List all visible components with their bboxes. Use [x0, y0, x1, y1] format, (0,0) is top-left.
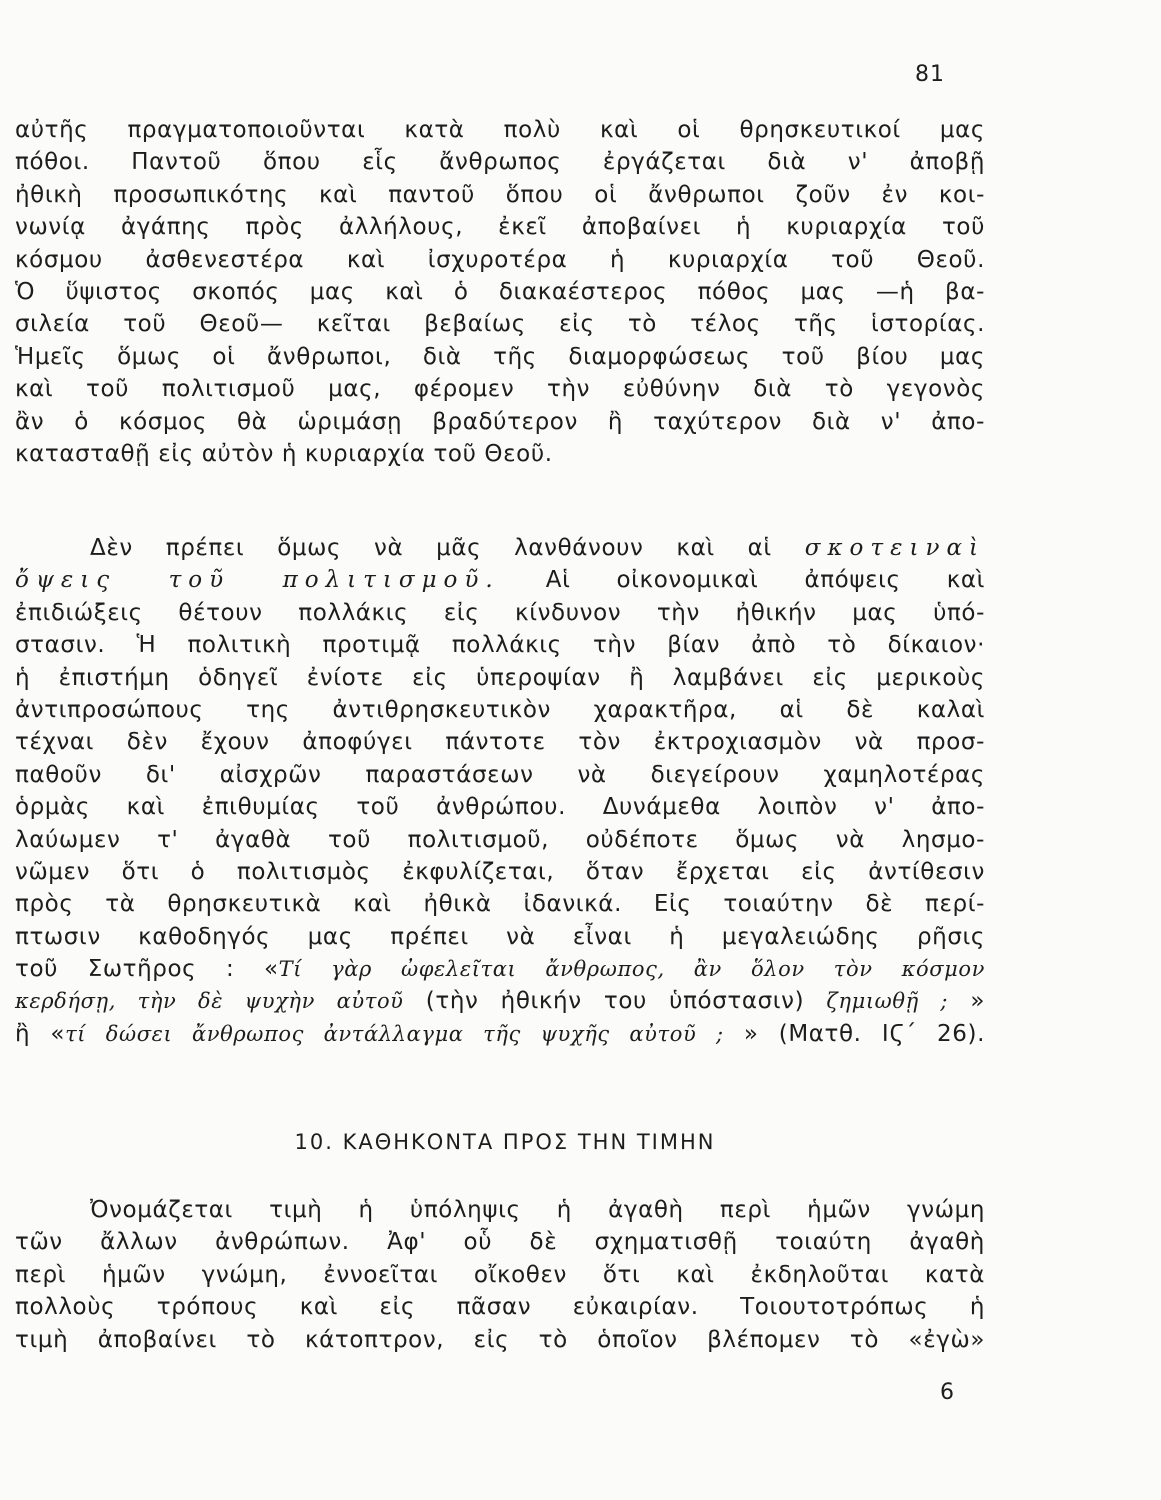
text-span: » (Ματθ. ΙϚ΄ 26).	[723, 1020, 985, 1047]
scripture-quote: ζημιωθῇ ;	[826, 989, 949, 1014]
text-span: »	[948, 988, 985, 1015]
text-line: τιμὴ ἀποβαίνει τὸ κάτοπτρον, εἰς τὸ ὁποῖον βλέπομεν τὸ «ἐγὼ»	[15, 1326, 985, 1353]
quote-line	[15, 985, 985, 1017]
paragraph-3	[15, 1194, 985, 1356]
text-span: Αἱ οἰκονομικαὶ ἀπόψεις καὶ	[545, 567, 985, 594]
scripture-quote: κερδήσῃ, τὴν δὲ ψυχὴν αὐτοῦ	[15, 989, 404, 1014]
text-line: πρὸς τὰ θρησκευτικὰ καὶ ἠθικὰ ἰδανικά. Εἰς τοιαύτην δὲ περί-	[15, 891, 985, 918]
text-line: αὐτῆς πραγματοποιοῦνται κατὰ πολὺ καὶ οἱ θρησκευτικοί μας	[15, 117, 985, 143]
page-number: 81	[915, 62, 945, 87]
text-line: ἀντιπροσώπους της ἀντιθρησκευτικὸν χαρακτῆρα, αἱ δὲ καλαὶ	[15, 696, 985, 723]
spaced-emphasis: ὄψεις τοῦ πολιτισμοῦ.	[15, 567, 500, 594]
text-line: κόσμου ἀσθενεστέρα καὶ ἰσχυροτέρα ἡ κυριαρχία τοῦ Θεοῦ.	[15, 246, 985, 273]
text-line: στασιν. Ἡ πολιτικὴ προτιμᾷ πολλάκις τὴν βίαν ἀπὸ τὸ δίκαιον·	[15, 632, 985, 659]
section-heading: 10. ΚΑΘΗΚΟΝΤΑ ΠΡΟΣ ΤΗΝ ΤΙΜΗΝ	[294, 1130, 716, 1154]
text-line: πτωσιν καθοδηγός μας πρέπει νὰ εἶναι ἡ μεγαλειώδης ρῆσις	[15, 923, 985, 950]
text-line: πολλοὺς τρόπους καὶ εἰς πᾶσαν εὐκαιρίαν. Τοιουτοτρόπως ἡ	[15, 1294, 985, 1321]
text-line: καὶ τοῦ πολιτισμοῦ μας, φέρομεν τὴν εὐθύνην διὰ τὸ γεγονὸς	[15, 376, 985, 403]
paragraph-1	[15, 114, 985, 470]
text-line: ἠθικὴ προσωπικότης καὶ παντοῦ ὅπου οἱ ἄνθρωποι ζοῦν ἐν κοι-	[15, 181, 985, 208]
paragraph-2	[15, 532, 985, 1050]
text-line: Ἡμεῖς ὅμως οἱ ἄνθρωποι, διὰ τῆς διαμορφώσεως τοῦ βίου μας	[15, 343, 985, 370]
text-span: τοῦ Σωτῆρος : «	[15, 956, 279, 983]
text-line: παθοῦν δι' αἰσχρῶν παραστάσεων νὰ διεγείρουν χαμηλοτέρας	[15, 761, 985, 788]
quote-line	[15, 1018, 985, 1050]
scripture-quote: Τί γὰρ ὠφελεῖται ἄνθρωπος, ἂν ὅλον τὸν κόσμον	[278, 957, 985, 982]
text-line: τῶν ἄλλων ἀνθρώπων. Ἀφ' οὗ δὲ σχηματισθῇ τοιαύτη ἀγαθὴ	[15, 1229, 985, 1256]
spaced-emphasis: σκοτειναὶ	[804, 535, 985, 561]
text-line	[15, 564, 985, 596]
text-line: λαύωμεν τ' ἀγαθὰ τοῦ πολιτισμοῦ, οὐδέποτε ὅμως νὰ λησμο-	[15, 826, 985, 853]
text-line: τέχναι δὲν ἔχουν ἀποφύγει πάντοτε τὸν ἐκτροχιασμὸν νὰ προσ-	[15, 729, 985, 756]
text-span: ἢ «	[15, 1020, 66, 1047]
scripture-quote: τί δώσει ἄνθρωπος ἀντάλλαγμα τῆς ψυχῆς αὐτοῦ ;	[65, 1021, 724, 1046]
signature-mark: 6	[940, 1380, 954, 1405]
text-span: (τὴν ἠθικήν του ὑπόστασιν)	[403, 988, 827, 1015]
text-line: ἂν ὁ κόσμος θὰ ὡριμάσῃ βραδύτερον ἢ ταχύτερον διὰ ν' ἀπο-	[15, 408, 985, 435]
text-line: ἡ ἐπιστήμη ὁδηγεῖ ἐνίοτε εἰς ὑπεροψίαν ἢ λαμβάνει εἰς μερικοὺς	[15, 664, 985, 691]
text-line: νῶμεν ὅτι ὁ πολιτισμὸς ἐκφυλίζεται, ὅταν ἔρχεται εἰς ἀντίθεσιν	[15, 858, 985, 885]
text-line: Ὁ ὕψιστος σκοπός μας καὶ ὁ διακαέστερος πόθος μας —ἡ βα-	[15, 278, 985, 305]
text-line: νωνίᾳ ἀγάπης πρὸς ἀλλήλους, ἐκεῖ ἀποβαίνει ἡ κυριαρχία τοῦ	[15, 214, 985, 241]
text-line: Ὀνομάζεται τιμὴ ἡ ὑπόληψις ἡ ἀγαθὴ περὶ ἡμῶν γνώμη	[90, 1197, 985, 1223]
text-line: σιλεία τοῦ Θεοῦ— κεῖται βεβαίως εἰς τὸ τέλος τῆς ἱστορίας.	[15, 311, 985, 338]
text-span: Δὲν πρέπει ὅμως νὰ μᾶς λανθάνουν καὶ αἱ	[90, 535, 772, 561]
quote-line	[15, 953, 985, 985]
text-line: ἐπιδιώξεις θέτουν πολλάκις εἰς κίνδυνον τὴν ἠθικήν μας ὑπό-	[15, 599, 985, 626]
text-line: ὁρμὰς καὶ ἐπιθυμίας τοῦ ἀνθρώπου. Δυνάμεθα λοιπὸν ν' ἀπο-	[15, 794, 985, 821]
text-line	[15, 532, 985, 564]
text-line: κατασταθῇ εἰς αὐτὸν ἡ κυριαρχία τοῦ Θεοῦ.	[15, 440, 553, 467]
text-line: περὶ ἡμῶν γνώμη, ἐννοεῖται οἴκοθεν ὅτι καὶ ἐκδηλοῦται κατὰ	[15, 1261, 985, 1288]
text-line: πόθοι. Παντοῦ ὅπου εἷς ἄνθρωπος ἐργάζεται διὰ ν' ἀποβῇ	[15, 149, 985, 176]
